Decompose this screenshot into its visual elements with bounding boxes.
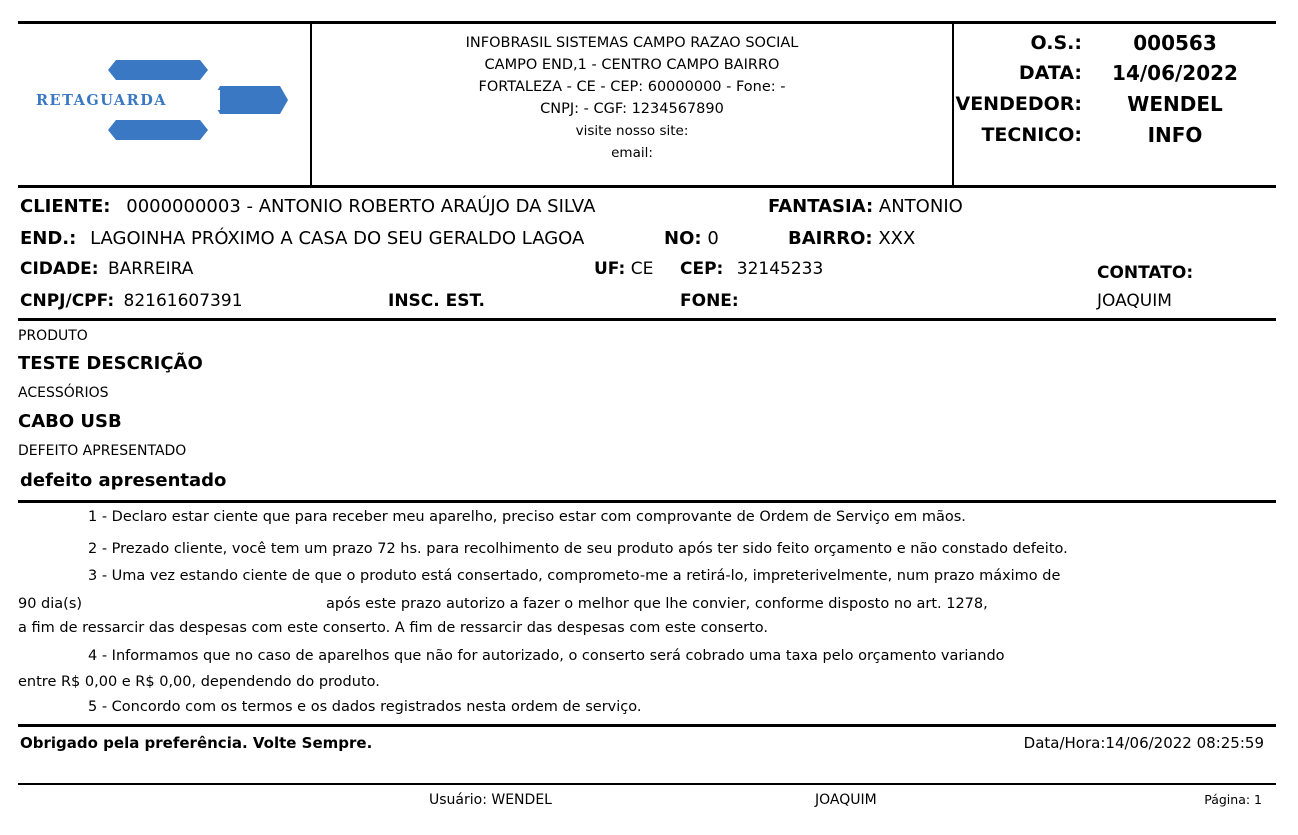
end-value: LAGOINHA PRÓXIMO A CASA DO SEU GERALDO LAGOA <box>90 228 585 249</box>
logo-text: RETAGUARDA <box>36 92 168 109</box>
uf-label: UF: <box>594 259 626 279</box>
end-label: END.: <box>20 228 77 249</box>
defeito-label: DEFEITO APRESENTADO <box>18 443 187 459</box>
company-address: CAMPO END,1 - CENTRO CAMPO BAIRRO <box>484 57 780 73</box>
term-3b: após este prazo autorizo a fazer o melhor que lhe convier, conforme disposto no art. 1278, <box>326 596 988 612</box>
cidade-label: CIDADE: <box>20 259 99 279</box>
term-3b-days: 90 dia(s) <box>18 596 83 612</box>
cep-label: CEP: <box>680 259 724 279</box>
term-3c: a fim de ressarcir das despesas com este conserto. A fim de ressarcir das despesas com este conserto. <box>18 620 768 636</box>
print-datetime: Data/Hora:14/06/2022 08:25:59 <box>1023 734 1264 752</box>
date-label: DATA: <box>1018 62 1082 84</box>
tech-label: TECNICO: <box>981 124 1082 146</box>
cnpj-row <box>20 291 243 311</box>
cep-row <box>680 259 823 279</box>
contato-value: JOAQUIM <box>1097 291 1172 311</box>
date-value: 14/06/2022 <box>1112 61 1238 85</box>
fone-label: FONE: <box>680 291 739 311</box>
client-bottom-border <box>18 318 1276 321</box>
company-cnpj: CNPJ: - CGF: 1234567890 <box>540 101 724 117</box>
cidade-row <box>20 259 193 279</box>
no-row <box>664 228 719 249</box>
acessorios-value: CABO USB <box>18 411 122 432</box>
company-logo <box>30 52 292 152</box>
produto-label: PRODUTO <box>18 328 88 344</box>
term-4b: entre R$ 0,00 e R$ 0,00, dependendo do produto. <box>18 674 380 690</box>
company-site: visite nosso site: <box>575 123 689 139</box>
cliente-value: 0000000003 - ANTONIO ROBERTO ARAÚJO DA SILVA <box>126 196 596 217</box>
end-row <box>20 228 584 249</box>
footer-usuario: Usuário: WENDEL <box>429 792 552 808</box>
footer-top-border <box>18 783 1276 785</box>
cliente-row <box>20 196 595 217</box>
insc-label: INSC. EST. <box>388 291 485 311</box>
term-4a: 4 - Informamos que no caso de aparelhos que não for autorizado, o conserto será cobrado uma taxa pelo orçamento variando <box>88 648 1005 664</box>
bairro-label: BAIRRO: <box>788 228 873 249</box>
seller-value: WENDEL <box>1127 92 1223 116</box>
os-value: 000563 <box>1133 31 1217 55</box>
contato-label: CONTATO: <box>1097 263 1194 283</box>
thanks-message: Obrigado pela preferência. Volte Sempre. <box>20 734 373 752</box>
header-bottom-border <box>18 185 1276 188</box>
fantasia-row <box>768 196 963 217</box>
defeito-value: defeito apresentado <box>20 470 227 491</box>
tech-value: INFO <box>1147 123 1203 147</box>
fantasia-label: FANTASIA: <box>768 196 874 217</box>
no-label: NO: <box>664 228 702 249</box>
product-bottom-border <box>18 500 1276 503</box>
no-value: 0 <box>707 228 719 249</box>
term-3a: 3 - Uma vez estando ciente de que o produto está consertado, comprometo-me a retirá-lo, impreterivelmente, num prazo máximo de <box>88 568 1061 584</box>
acessorios-label: ACESSÓRIOS <box>18 385 109 401</box>
top-border <box>18 21 1276 24</box>
company-email: email: <box>611 145 653 161</box>
uf-row <box>594 259 653 279</box>
footer-contato: JOAQUIM <box>815 792 877 808</box>
cidade-value: BARREIRA <box>108 259 194 279</box>
company-info <box>312 32 952 164</box>
os-label: O.S.: <box>1030 32 1082 54</box>
company-city: FORTALEZA - CE - CEP: 60000000 - Fone: - <box>478 79 786 95</box>
seller-label: VENDEDOR: <box>955 93 1082 115</box>
cliente-label: CLIENTE: <box>20 196 111 217</box>
terms-bottom-border <box>18 724 1276 727</box>
company-name: INFOBRASIL SISTEMAS CAMPO RAZAO SOCIAL <box>465 35 799 51</box>
term-1: 1 - Declaro estar ciente que para receber meu aparelho, preciso estar com comprovante de Ordem de Serviço em mãos. <box>88 509 966 525</box>
produto-value: TESTE DESCRIÇÃO <box>18 353 203 374</box>
cnpj-label: CNPJ/CPF: <box>20 291 115 311</box>
cnpj-value: 82161607391 <box>123 291 243 311</box>
term-2: 2 - Prezado cliente, você tem um prazo 72 hs. para recolhimento de seu produto após ter sido feito orçamento e não constado defeito. <box>88 541 1068 557</box>
fantasia-value: ANTONIO <box>878 196 963 217</box>
cep-value: 32145233 <box>736 259 824 279</box>
page-number: Página: 1 <box>1204 792 1262 807</box>
bairro-row <box>788 228 915 249</box>
bairro-value: XXX <box>878 228 916 249</box>
uf-value: CE <box>630 259 654 279</box>
term-5: 5 - Concordo com os termos e os dados registrados nesta ordem de serviço. <box>88 699 642 715</box>
